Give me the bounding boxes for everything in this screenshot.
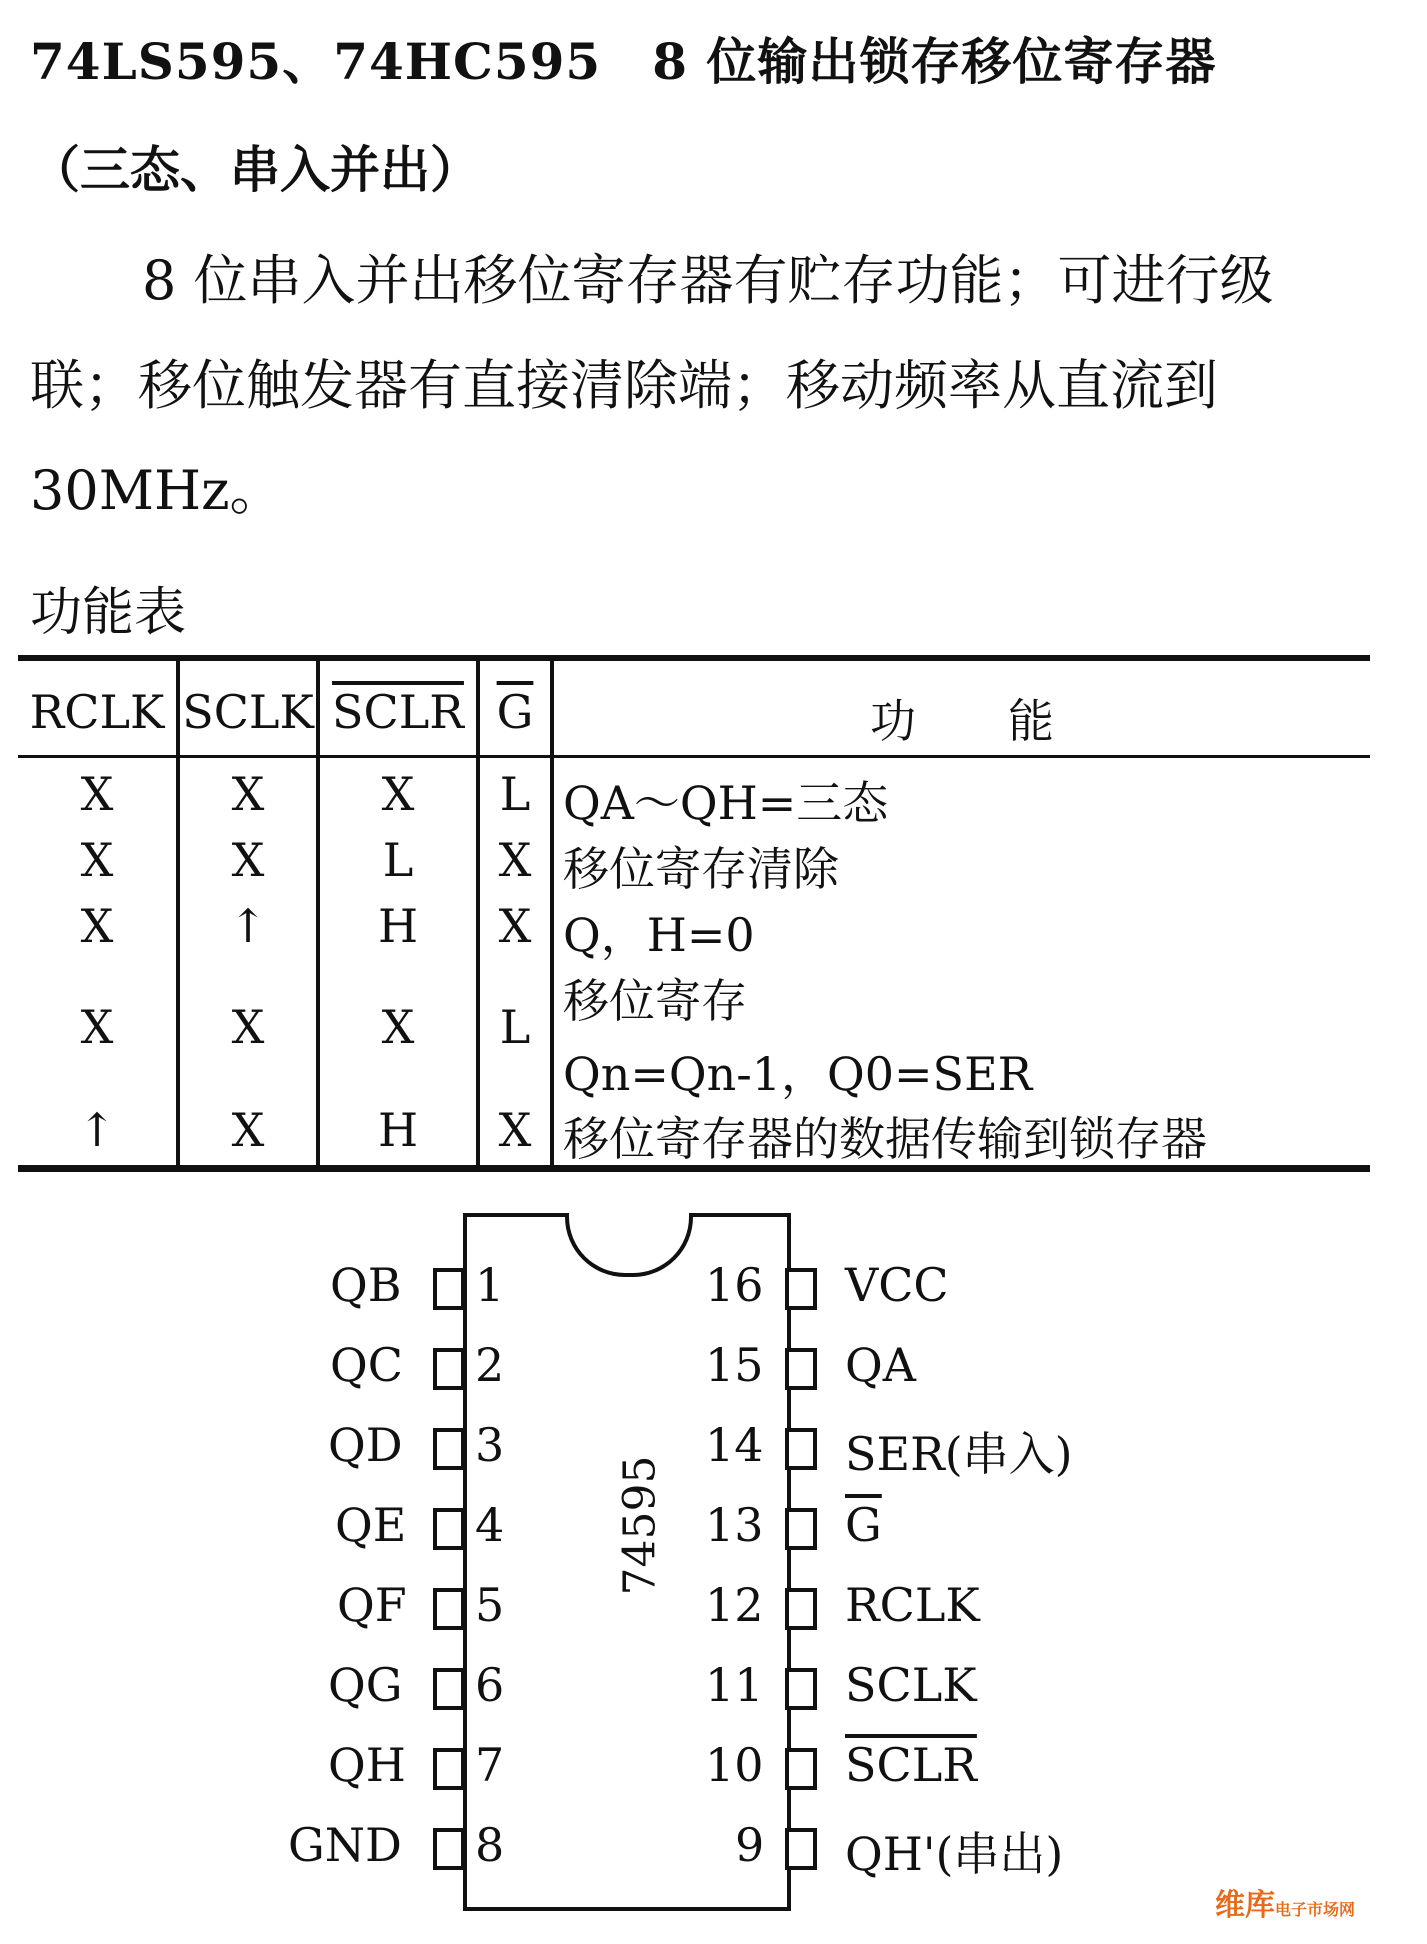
watermark-sub: 电子市场网 xyxy=(1275,1900,1356,1919)
table-cell: L xyxy=(499,1000,531,1054)
table-cell: X xyxy=(498,833,532,887)
pin-name: SCLK xyxy=(845,1658,977,1712)
table-cell: ↑ xyxy=(77,1103,117,1157)
function-table xyxy=(18,655,1370,1173)
pin-box xyxy=(785,1588,817,1630)
description xyxy=(30,228,1370,543)
header-sclk: SCLK xyxy=(182,685,314,739)
pin-box xyxy=(785,1348,817,1390)
pin-number: 6 xyxy=(475,1658,505,1712)
pin-number: 11 xyxy=(705,1658,764,1712)
pin-box xyxy=(433,1588,465,1630)
pin-box xyxy=(433,1748,465,1790)
pin-box xyxy=(433,1348,465,1390)
table-cell-function: 移位寄存器的数据传输到锁存器 xyxy=(563,1112,1207,1166)
table-header-rule xyxy=(18,755,1370,758)
table-cell: X xyxy=(381,1000,415,1054)
pin-number: 16 xyxy=(705,1258,764,1312)
pin-number: 14 xyxy=(705,1418,764,1472)
table-cell-function: QA～QH=三态 xyxy=(563,776,889,830)
pin-box xyxy=(785,1508,817,1550)
pin-name: QH'(串出) xyxy=(845,1827,1064,1881)
pin-box xyxy=(433,1508,465,1550)
pin-name: QE xyxy=(335,1498,407,1552)
table-cell: H xyxy=(377,1103,419,1157)
pin-name: QA xyxy=(845,1338,916,1392)
pin-number: 2 xyxy=(475,1338,505,1392)
pin-name: QG xyxy=(328,1658,403,1712)
table-cell: X xyxy=(381,767,415,821)
pin-box xyxy=(433,1828,465,1870)
pin-box xyxy=(785,1268,817,1310)
pin-box xyxy=(433,1428,465,1470)
table-cell: X xyxy=(231,1000,265,1054)
pin-number: 10 xyxy=(705,1738,764,1792)
table-cell: ↑ xyxy=(228,899,268,953)
pin-box xyxy=(433,1268,465,1310)
table-cell: X xyxy=(231,833,265,887)
pin-box xyxy=(785,1828,817,1870)
pin-name: SER(串入) xyxy=(845,1427,1073,1481)
pin-name: $\overline{G}$ xyxy=(845,1498,882,1552)
pin-box xyxy=(433,1668,465,1710)
table-cell: X xyxy=(498,1103,532,1157)
pin-name: GND xyxy=(288,1818,402,1872)
function-table-label: 功能表 xyxy=(30,583,187,643)
table-cell: X xyxy=(498,899,532,953)
pin-name: QB xyxy=(330,1258,402,1312)
pin-number: 13 xyxy=(705,1498,764,1552)
table-cell: X xyxy=(231,1103,265,1157)
pin-number: 15 xyxy=(705,1338,764,1392)
pin-box xyxy=(785,1748,817,1790)
table-cell: X xyxy=(80,767,114,821)
pin-name: SCLR xyxy=(845,1738,977,1792)
table-cell: X xyxy=(80,1000,114,1054)
pin-number: 7 xyxy=(475,1738,505,1792)
table-top-rule xyxy=(18,655,1370,661)
table-cell: L xyxy=(382,833,414,887)
pin-number: 5 xyxy=(475,1578,505,1632)
doc-title: 74LS595、74HC595 8 位输出锁存移位寄存器 xyxy=(30,32,1217,91)
pin-number: 4 xyxy=(475,1498,505,1552)
doc-subtitle: （三态、串入并出） xyxy=(30,140,480,199)
pin-box xyxy=(785,1668,817,1710)
table-cell: H xyxy=(377,899,419,953)
table-cell: L xyxy=(499,767,531,821)
watermark-logo xyxy=(1215,1880,1355,1924)
table-cell-function: Qn=Qn-1，Q0=SER xyxy=(563,1047,1033,1101)
header-function: 功 能 xyxy=(870,694,1054,748)
pin-number: 8 xyxy=(475,1818,505,1872)
table-cell-function: Q，H=0 xyxy=(563,908,755,962)
pin-name: QC xyxy=(330,1338,403,1392)
pin-name: QH xyxy=(328,1738,406,1792)
pin-number: 12 xyxy=(705,1578,764,1632)
table-cell: X xyxy=(231,767,265,821)
table-cell-function: 移位寄存 xyxy=(563,974,747,1028)
description-text: 8 位串入并出移位寄存器有贮存功能；可进行级联；移位触发器有直接清除端；移动频率从直流到 30MHz。 xyxy=(30,249,1274,522)
ic-label: 74595 xyxy=(614,1455,666,1596)
pin-name: RCLK xyxy=(845,1578,980,1632)
header-sclr: SCLR xyxy=(332,685,464,739)
pin-number: 1 xyxy=(475,1258,505,1312)
pin-name: VCC xyxy=(845,1258,949,1312)
pin-number: 9 xyxy=(735,1818,765,1872)
pin-name: QD xyxy=(328,1418,403,1472)
table-cell-function: 移位寄存清除 xyxy=(563,842,839,896)
pin-box xyxy=(785,1428,817,1470)
header-rclk: RCLK xyxy=(29,685,165,739)
table-cell: X xyxy=(80,899,114,953)
pin-number: 3 xyxy=(475,1418,505,1472)
pin-name: QF xyxy=(337,1578,407,1632)
watermark-text: 维库 xyxy=(1215,1888,1275,1923)
table-cell: X xyxy=(80,833,114,887)
header-g: $\overline{G}$ xyxy=(496,685,534,739)
